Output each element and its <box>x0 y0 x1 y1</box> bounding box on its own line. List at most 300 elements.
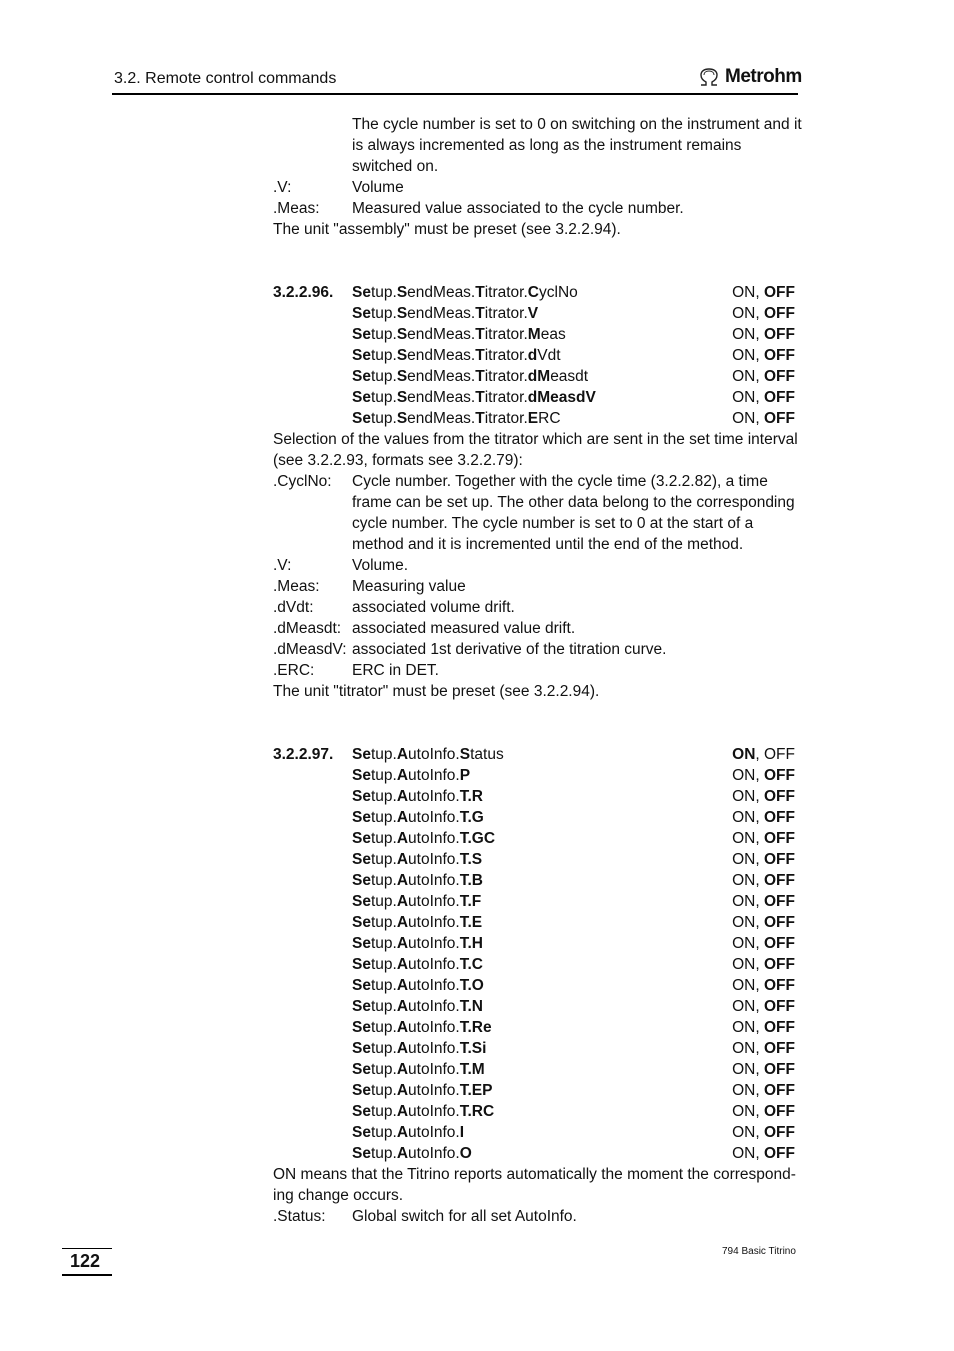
command-part: tup. <box>370 1040 397 1057</box>
definition-text: Cycle number. Together with the cycle time (3.2.2.82), a time <box>352 473 768 490</box>
page-number-rule-top <box>62 1248 112 1249</box>
command-row <box>273 408 797 429</box>
value-off: , OFF <box>755 746 795 763</box>
command-part: utoInfo. <box>408 851 460 868</box>
command-name <box>352 387 596 408</box>
command-row <box>273 975 797 996</box>
command-part: Se <box>352 746 371 763</box>
command-name <box>352 366 588 387</box>
intro-line <box>273 114 802 135</box>
command-part: Se <box>352 368 371 385</box>
value-on: ON, <box>732 1103 764 1120</box>
command-name <box>352 744 504 765</box>
note-row <box>273 219 797 240</box>
command-part: itrator. <box>484 326 528 343</box>
command-values <box>732 345 795 366</box>
command-part: tup. <box>370 935 397 952</box>
command-part: tup. <box>370 1019 397 1036</box>
command-part: A <box>396 872 409 889</box>
command-part: tup. <box>370 767 397 784</box>
command-name <box>352 1122 464 1143</box>
command-part: utoInfo. <box>408 746 460 763</box>
command-part: T.E <box>459 914 483 931</box>
command-part: C <box>527 284 539 301</box>
command-part: S <box>396 326 408 343</box>
command-part: T.GC <box>459 830 496 847</box>
command-values <box>732 1038 795 1059</box>
command-part: tup. <box>370 956 397 973</box>
command-part: Se <box>352 998 371 1015</box>
command-part: A <box>396 767 409 784</box>
command-part: endMeas. <box>407 389 476 406</box>
definition-row <box>273 597 797 618</box>
value-off-default: OFF <box>764 305 795 322</box>
value-off-default: OFF <box>764 893 795 910</box>
value-on: ON, <box>732 1019 764 1036</box>
command-part: A <box>396 1061 409 1078</box>
command-part: yclNo <box>539 284 578 301</box>
command-part: endMeas. <box>407 347 476 364</box>
command-part: itrator. <box>484 305 528 322</box>
command-row <box>273 1059 797 1080</box>
command-row <box>273 954 797 975</box>
page-number: 122 <box>70 1251 101 1271</box>
command-name <box>352 786 483 807</box>
command-part: A <box>396 1040 409 1057</box>
command-values <box>732 744 795 765</box>
command-part: utoInfo. <box>408 1082 460 1099</box>
command-part: tup. <box>370 284 397 301</box>
definition-text: ERC in DET. <box>352 662 439 679</box>
logo-wordmark: Metrohm <box>725 66 802 87</box>
command-part: itrator. <box>484 368 528 385</box>
command-part: Se <box>352 1145 371 1162</box>
command-part: Se <box>352 1103 371 1120</box>
command-values <box>732 1080 795 1101</box>
command-part: P <box>459 767 471 784</box>
command-values <box>732 408 795 429</box>
command-part: T.Si <box>459 1040 487 1057</box>
definition-text: Global switch for all set AutoInfo. <box>352 1208 577 1225</box>
command-part: dM <box>527 368 551 385</box>
value-off-default: OFF <box>764 410 795 427</box>
command-name <box>352 933 483 954</box>
paragraph-text: Selection of the values from the titrator which are sent in the set time interval <box>273 431 798 448</box>
command-part: dMeasdV <box>527 389 596 406</box>
running-header: 3.2. Remote control commands <box>114 70 337 87</box>
command-part: T <box>475 284 485 301</box>
command-values <box>732 765 795 786</box>
command-part: utoInfo. <box>408 914 460 931</box>
command-part: T <box>475 305 485 322</box>
paragraph-text: ON means that the Titrino reports automatically the moment the correspond- <box>273 1166 796 1183</box>
value-on: ON, <box>732 284 764 301</box>
command-part: T.R <box>459 788 483 805</box>
command-part: Se <box>352 1082 371 1099</box>
command-part: S <box>396 410 408 427</box>
command-part: endMeas. <box>407 410 476 427</box>
section-number: 3.2.2.96. <box>273 284 334 301</box>
command-values <box>732 828 795 849</box>
command-part: A <box>396 809 409 826</box>
command-part: T.H <box>459 935 483 952</box>
command-part: A <box>396 830 409 847</box>
command-part: O <box>459 1145 472 1162</box>
command-part: Se <box>352 347 371 364</box>
definition-row <box>273 198 797 219</box>
value-on: ON, <box>732 368 764 385</box>
definition-term: .Meas: <box>273 578 320 595</box>
command-part: tup. <box>370 893 397 910</box>
value-on: ON, <box>732 830 764 847</box>
value-off-default: OFF <box>764 284 795 301</box>
definition-text: Volume <box>352 179 404 196</box>
command-part: tup. <box>370 998 397 1015</box>
command-row <box>273 324 797 345</box>
value-on: ON, <box>732 389 764 406</box>
value-on: ON, <box>732 410 764 427</box>
command-name <box>352 345 561 366</box>
command-part: S <box>396 305 408 322</box>
command-part: Se <box>352 1019 371 1036</box>
command-part: Se <box>352 1040 371 1057</box>
definition-text: Measured value associated to the cycle number. <box>352 200 684 217</box>
command-part: S <box>459 746 471 763</box>
command-name <box>352 1059 485 1080</box>
document-body <box>273 114 802 1227</box>
value-off-default: OFF <box>764 326 795 343</box>
intro-line <box>273 135 797 156</box>
section-number: 3.2.2.97. <box>273 746 334 763</box>
command-row <box>273 891 797 912</box>
command-values <box>732 1101 795 1122</box>
value-off-default: OFF <box>764 1061 795 1078</box>
value-off-default: OFF <box>764 956 795 973</box>
definition-row <box>273 492 797 513</box>
command-part: tup. <box>370 326 397 343</box>
command-part: Se <box>352 284 371 301</box>
command-part: T.G <box>459 809 484 826</box>
paragraph-text: ing change occurs. <box>273 1187 404 1204</box>
command-part: A <box>396 998 409 1015</box>
command-part: Se <box>352 851 371 868</box>
command-part: A <box>396 1124 409 1141</box>
intro-text: The cycle number is set to 0 on switching on the instrument and it <box>352 116 802 133</box>
value-off-default: OFF <box>764 347 795 364</box>
value-on: ON, <box>732 956 764 973</box>
command-part: Se <box>352 1124 371 1141</box>
command-name <box>352 324 566 345</box>
command-part: tup. <box>370 1061 397 1078</box>
command-row <box>273 828 797 849</box>
command-part: T.Re <box>459 1019 492 1036</box>
command-part: T <box>475 347 485 364</box>
value-on-default: ON <box>732 746 756 763</box>
command-row <box>273 870 797 891</box>
value-on: ON, <box>732 305 764 322</box>
definition-row <box>273 660 797 681</box>
command-row <box>273 849 797 870</box>
command-row <box>273 1101 797 1122</box>
command-values <box>732 975 795 996</box>
command-part: Se <box>352 305 371 322</box>
command-part: Se <box>352 1061 371 1078</box>
command-values <box>732 870 795 891</box>
command-part: Se <box>352 767 371 784</box>
command-row <box>273 282 797 303</box>
command-part: tup. <box>370 872 397 889</box>
command-name <box>352 1080 492 1101</box>
command-part: utoInfo. <box>408 872 460 889</box>
command-part: T.N <box>459 998 483 1015</box>
command-row <box>273 303 797 324</box>
paragraph-text: (see 3.2.2.93, formats see 3.2.2.79): <box>273 452 523 469</box>
command-part: utoInfo. <box>408 1061 460 1078</box>
value-on: ON, <box>732 1082 764 1099</box>
command-part: V <box>527 305 539 322</box>
command-values <box>732 387 795 408</box>
command-part: T.EP <box>459 1082 493 1099</box>
definition-term: .Status: <box>273 1208 326 1225</box>
definition-text: frame can be set up. The other data belong to the corresponding <box>352 494 795 511</box>
value-on: ON, <box>732 977 764 994</box>
command-part: tup. <box>370 305 397 322</box>
note-text: The unit "assembly" must be preset (see 3.2.2.94). <box>273 221 621 238</box>
value-off-default: OFF <box>764 830 795 847</box>
command-part: endMeas. <box>407 368 476 385</box>
command-part: endMeas. <box>407 284 476 301</box>
definition-row <box>273 555 797 576</box>
command-part: T.C <box>459 956 483 973</box>
command-part: Se <box>352 935 371 952</box>
command-part: endMeas. <box>407 326 476 343</box>
command-part: Se <box>352 389 371 406</box>
value-on: ON, <box>732 998 764 1015</box>
definition-text: Volume. <box>352 557 409 574</box>
command-part: A <box>396 956 409 973</box>
command-part: tup. <box>370 1145 397 1162</box>
value-off-default: OFF <box>764 872 795 889</box>
command-row <box>273 912 797 933</box>
command-name <box>352 765 470 786</box>
command-part: A <box>396 1019 409 1036</box>
command-name <box>352 1101 494 1122</box>
paragraph-line <box>273 1185 797 1206</box>
command-values <box>732 933 795 954</box>
command-values <box>732 282 795 303</box>
header-rule <box>112 93 798 95</box>
command-part: utoInfo. <box>408 1103 460 1120</box>
value-on: ON, <box>732 1061 764 1078</box>
command-part: Se <box>352 410 371 427</box>
intro-text: switched on. <box>352 158 439 175</box>
value-on: ON, <box>732 1124 764 1141</box>
paragraph-line <box>273 450 797 471</box>
value-on: ON, <box>732 872 764 889</box>
command-part: S <box>396 284 408 301</box>
definition-row <box>273 576 797 597</box>
command-part: endMeas. <box>407 305 476 322</box>
command-part: easdt <box>550 368 589 385</box>
intro-line <box>273 156 797 177</box>
command-part: E <box>527 410 539 427</box>
definition-text: associated measured value drift. <box>352 620 576 637</box>
command-part: tatus <box>470 746 504 763</box>
command-row <box>273 1122 797 1143</box>
command-part: tup. <box>370 347 397 364</box>
value-off-default: OFF <box>764 977 795 994</box>
command-part: utoInfo. <box>408 1040 460 1057</box>
command-part: utoInfo. <box>408 1145 460 1162</box>
command-values <box>732 366 795 387</box>
command-part: tup. <box>370 1124 397 1141</box>
command-part: A <box>396 1082 409 1099</box>
definition-row <box>273 471 797 492</box>
command-part: T.M <box>459 1061 485 1078</box>
command-name <box>352 891 481 912</box>
command-part: tup. <box>370 410 397 427</box>
command-name <box>352 849 482 870</box>
value-on: ON, <box>732 893 764 910</box>
command-part: tup. <box>370 851 397 868</box>
definition-text: associated 1st derivative of the titration curve. <box>352 641 667 658</box>
command-part: Se <box>352 872 371 889</box>
command-part: S <box>396 389 408 406</box>
command-row <box>273 786 797 807</box>
command-part: tup. <box>370 977 397 994</box>
command-values <box>732 849 795 870</box>
command-part: utoInfo. <box>408 956 460 973</box>
omega-icon <box>697 67 721 87</box>
command-values <box>732 807 795 828</box>
command-part: utoInfo. <box>408 998 460 1015</box>
value-off-default: OFF <box>764 998 795 1015</box>
value-off-default: OFF <box>764 809 795 826</box>
definition-row <box>273 618 797 639</box>
value-off-default: OFF <box>764 368 795 385</box>
command-part: tup. <box>370 830 397 847</box>
command-values <box>732 1143 795 1164</box>
command-name <box>352 807 484 828</box>
command-row <box>273 1017 797 1038</box>
command-part: A <box>396 977 409 994</box>
command-name <box>352 408 561 429</box>
command-row <box>273 1143 797 1164</box>
command-part: eas <box>540 326 566 343</box>
value-on: ON, <box>732 935 764 952</box>
command-values <box>732 1017 795 1038</box>
command-values <box>732 786 795 807</box>
value-off-default: OFF <box>764 389 795 406</box>
value-off-default: OFF <box>764 935 795 952</box>
value-off-default: OFF <box>764 851 795 868</box>
command-part: Se <box>352 977 371 994</box>
command-name <box>352 912 482 933</box>
value-on: ON, <box>732 914 764 931</box>
command-part: S <box>396 368 408 385</box>
spacer <box>273 240 797 282</box>
command-part: Se <box>352 830 371 847</box>
command-row <box>273 387 797 408</box>
command-part: itrator. <box>484 410 528 427</box>
command-part: tup. <box>370 788 397 805</box>
command-part: utoInfo. <box>408 1019 460 1036</box>
value-off-default: OFF <box>764 1145 795 1162</box>
command-part: I <box>459 1124 465 1141</box>
value-on: ON, <box>732 1145 764 1162</box>
command-name <box>352 870 483 891</box>
command-part: Se <box>352 326 371 343</box>
page-number-rule-bottom <box>62 1274 112 1276</box>
command-row <box>273 807 797 828</box>
definition-row <box>273 177 797 198</box>
command-part: utoInfo. <box>408 1124 460 1141</box>
command-name <box>352 996 483 1017</box>
definition-term: .dMeasdV: <box>273 641 347 658</box>
command-values <box>732 303 795 324</box>
command-part: tup. <box>370 809 397 826</box>
command-part: T.RC <box>459 1103 495 1120</box>
command-part: Se <box>352 956 371 973</box>
definition-row <box>273 534 797 555</box>
command-part: Vdt <box>537 347 561 364</box>
command-part: tup. <box>370 746 397 763</box>
command-name <box>352 303 538 324</box>
command-row <box>273 345 797 366</box>
command-name <box>352 282 578 303</box>
command-row <box>273 765 797 786</box>
intro-text: is always incremented as long as the instrument remains <box>352 137 742 154</box>
command-part: itrator. <box>484 389 528 406</box>
command-row <box>273 996 797 1017</box>
note-row <box>273 681 797 702</box>
command-values <box>732 891 795 912</box>
command-row <box>273 1038 797 1059</box>
command-name <box>352 954 483 975</box>
command-part: A <box>396 935 409 952</box>
value-off-default: OFF <box>764 1124 795 1141</box>
command-part: A <box>396 1103 409 1120</box>
command-part: itrator. <box>484 347 528 364</box>
command-part: Se <box>352 788 371 805</box>
command-part: Se <box>352 809 371 826</box>
value-off-default: OFF <box>764 914 795 931</box>
command-name <box>352 1017 492 1038</box>
command-part: A <box>396 893 409 910</box>
command-name <box>352 1143 472 1164</box>
command-part: M <box>527 326 541 343</box>
command-values <box>732 1122 795 1143</box>
command-part: A <box>396 851 409 868</box>
definition-term: .V: <box>273 557 292 574</box>
command-values <box>732 1059 795 1080</box>
command-part: RC <box>538 410 561 427</box>
command-part: A <box>396 1145 409 1162</box>
value-on: ON, <box>732 326 764 343</box>
value-on: ON, <box>732 788 764 805</box>
command-part: utoInfo. <box>408 830 460 847</box>
command-row <box>273 1080 797 1101</box>
command-values <box>732 954 795 975</box>
command-part: tup. <box>370 368 397 385</box>
command-part: itrator. <box>484 284 528 301</box>
command-part: utoInfo. <box>408 977 460 994</box>
value-off-default: OFF <box>764 1019 795 1036</box>
value-on: ON, <box>732 347 764 364</box>
command-part: T.O <box>459 977 484 994</box>
command-part: A <box>396 914 409 931</box>
definition-text: Measuring value <box>352 578 466 595</box>
